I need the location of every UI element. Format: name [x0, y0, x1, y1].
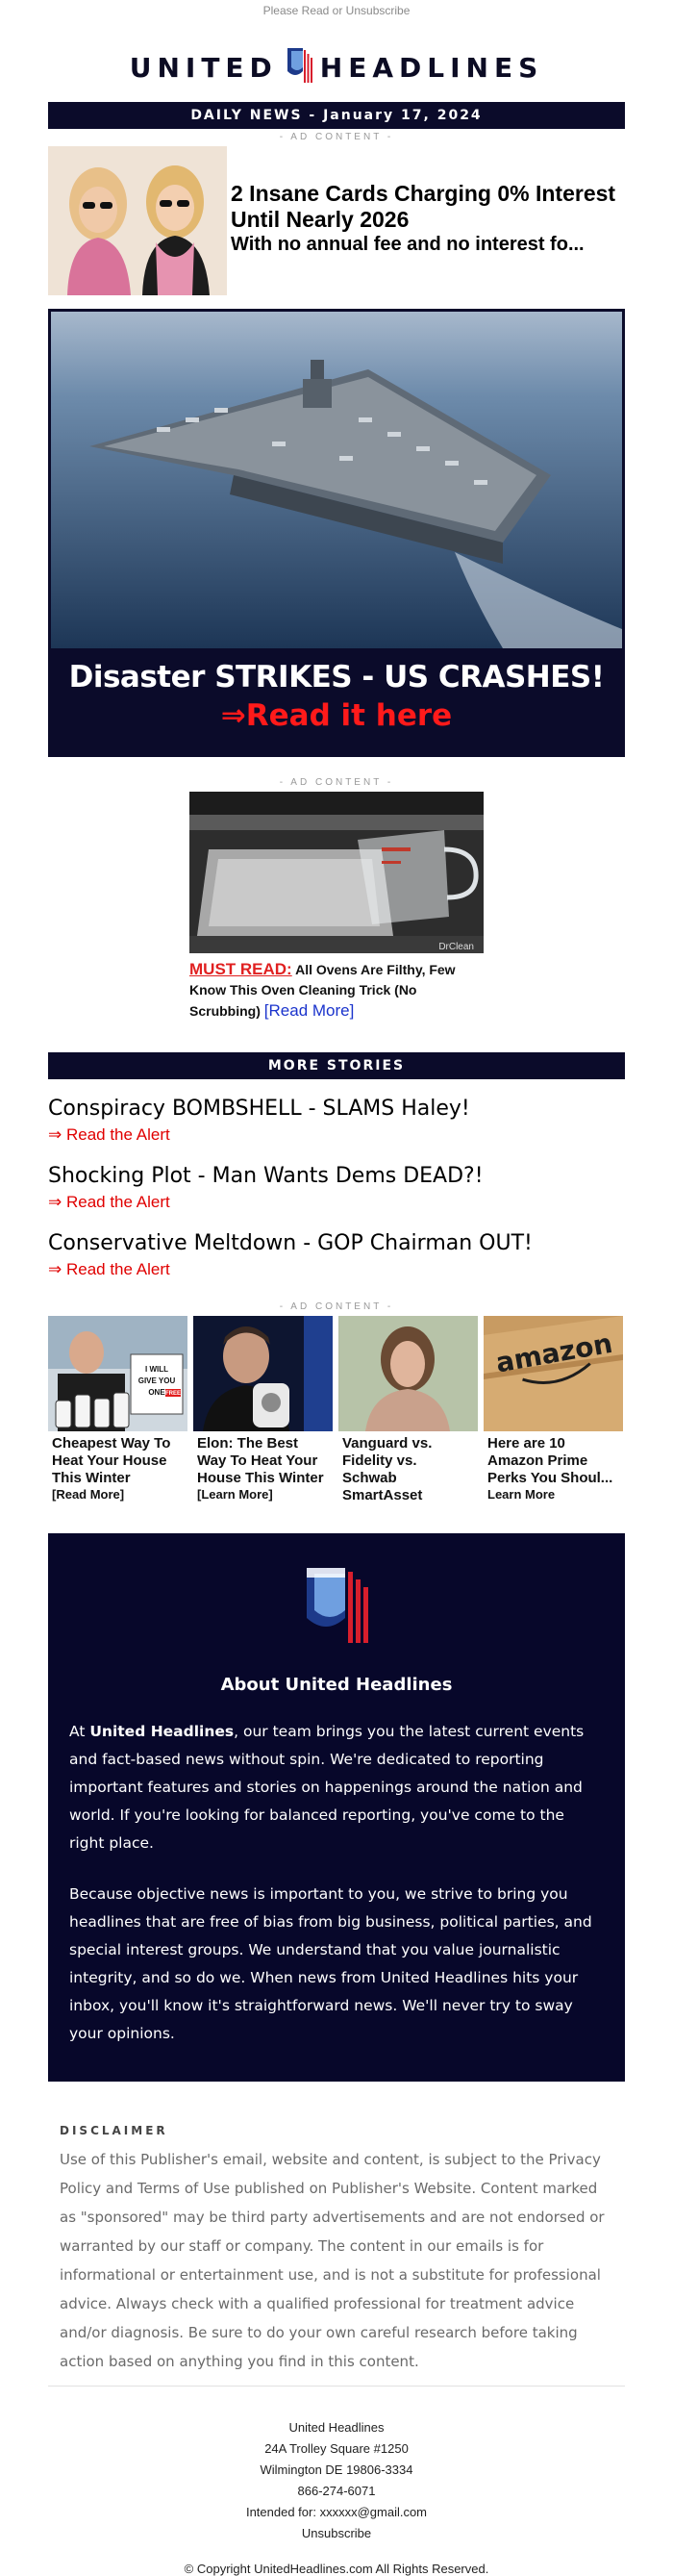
about-brand-bold: United Headlines — [89, 1723, 235, 1740]
disclaimer-heading: DISCLAIMER — [60, 2124, 168, 2137]
card-title[interactable]: Here are 10 Amazon Prime Perks You Shoul... — [487, 1435, 613, 1486]
about-title: About United Headlines — [220, 1675, 453, 1695]
more-stories-bar: MORE STORIES — [48, 1052, 625, 1079]
story-title[interactable]: Conservative Meltdown - GOP Chairman OUT! — [48, 1231, 533, 1255]
oven-read-more-link[interactable]: [Read More] — [263, 1001, 355, 1020]
story-link[interactable]: ⇒ Read the Alert — [48, 1193, 170, 1211]
about-logo — [48, 1564, 625, 1650]
sponsored-card[interactable] — [48, 1316, 187, 1504]
story-item[interactable] — [48, 1162, 625, 1214]
about-paragraph-2: Because objective news is important to you, we strive to bring you headlines that are free of bias from big business, political parties, and special interest groups. We understand that you value journalistic integrity, and so do we. When news from United Headlines hits your inbox, you'll know it's straightforward news. We'll never try to sway your opinions. — [69, 1885, 592, 2042]
footer — [48, 2417, 625, 2544]
sponsored-card[interactable] — [484, 1316, 623, 1504]
svg-text:FREE: FREE — [164, 1391, 182, 1397]
shield-logo-icon — [303, 1564, 370, 1645]
disclaimer — [48, 2124, 625, 2376]
hero-cta[interactable]: ⇒Read it here — [220, 698, 453, 733]
aircraft-carrier-image[interactable] — [51, 312, 622, 648]
ad-label: - AD CONTENT - — [279, 1301, 394, 1312]
brand-left: UNITED — [129, 51, 278, 84]
date-bar: DAILY NEWS - January 17, 2024 — [48, 102, 625, 129]
must-read-label[interactable]: MUST READ: — [189, 960, 292, 978]
svg-text:ONE: ONE — [148, 1388, 165, 1397]
card-title[interactable]: Cheapest Way To Heat Your House This Winter — [52, 1435, 171, 1486]
unsubscribe-link[interactable]: Unsubscribe — [301, 2526, 372, 2540]
preheader[interactable]: Please Read or Unsubscribe — [262, 4, 411, 17]
ad-oven[interactable] — [189, 792, 484, 1022]
hero-headline[interactable]: Disaster STRIKES - US CRASHES! — [68, 660, 605, 695]
ad-two-women-image[interactable] — [48, 146, 227, 295]
footer-name: United Headlines — [288, 2420, 385, 2435]
story-title[interactable]: Conspiracy BOMBSHELL - SLAMS Haley! — [48, 1097, 470, 1121]
card-title[interactable]: Elon: The Best Way To Heat Your House This Winter — [197, 1435, 324, 1486]
ad-subline[interactable]: With no annual fee and no interest fo... — [231, 234, 585, 255]
divider — [48, 2386, 625, 2387]
ad-label: - AD CONTENT - — [279, 777, 394, 788]
footer-intended: Intended for: xxxxxx@gmail.com — [245, 2505, 428, 2519]
sponsored-card[interactable] — [338, 1316, 478, 1504]
disclaimer-body: Use of this Publisher's email, website and content, is subject to the Privacy Policy and Terms of Use published on Publisher's Website. Content marked as "sponsored" may be third party advertisements and are not endorsed or warranted by our staff or company. The content in our emails is for informational or entertainment use, and is not a substitute for professional advice. Always check with a qualified professional for treatment advice and/or diagnosis. Be sure to do your own careful research before taking action based on anything you find in this content. — [60, 2151, 605, 2370]
brand-logo[interactable] — [0, 38, 673, 96]
woman-portrait-image[interactable] — [338, 1316, 478, 1431]
svg-text:GIVE YOU: GIVE YOU — [137, 1376, 176, 1385]
heater-sign-image[interactable] — [48, 1316, 187, 1431]
sponsored-card[interactable] — [193, 1316, 333, 1504]
ad-label: - AD CONTENT - — [279, 132, 394, 142]
oven-image[interactable] — [189, 792, 484, 953]
shield-logo-icon — [286, 46, 312, 89]
footer-address-1: 24A Trolley Square #1250 — [264, 2441, 409, 2456]
card-cta[interactable]: Learn More — [487, 1487, 556, 1502]
story-link[interactable]: ⇒ Read the Alert — [48, 1260, 170, 1278]
oven-text[interactable]: All Ovens Are Filthy, Few Know This Oven Cleaning Trick (No Scrubbing) — [189, 962, 456, 1019]
card-cta[interactable]: [Learn More] — [197, 1487, 273, 1502]
about-section — [48, 1533, 625, 2082]
ad-credit-cards[interactable] — [48, 146, 625, 295]
story-item[interactable] — [48, 1095, 625, 1147]
oven-caption[interactable] — [189, 959, 484, 1022]
about-paragraph-1: At United Headlines, our team brings you the latest current events and fact-based news without spin. We're dedicated to reporting important features and stories on happenings around the nation and world. If you're looking for balanced reporting, you've come to the right place. — [69, 1723, 585, 1852]
amazon-box-image[interactable] — [484, 1316, 623, 1431]
story-title[interactable]: Shocking Plot - Man Wants Dems DEAD?! — [48, 1164, 484, 1188]
sponsored-grid — [48, 1316, 625, 1504]
card-cta[interactable]: [Read More] — [52, 1487, 125, 1502]
card-title[interactable]: Vanguard vs. Fidelity vs. Schwab SmartAsset — [342, 1435, 433, 1503]
footer-address-2: Wilmington DE 19806-3334 — [260, 2462, 413, 2477]
amazon-logo-text: amazon — [493, 1326, 615, 1379]
hero-story[interactable] — [48, 309, 625, 757]
copyright: © Copyright UnitedHeadlines.com All Rights Reserved. — [184, 2562, 489, 2576]
ad-headline[interactable]: 2 Insane Cards Charging 0% Interest Until Nearly 2026 — [231, 181, 616, 232]
brand-right: HEADLINES — [319, 51, 544, 84]
svg-text:I WILL: I WILL — [145, 1365, 168, 1374]
story-link[interactable]: ⇒ Read the Alert — [48, 1125, 170, 1144]
story-item[interactable] — [48, 1229, 625, 1281]
elon-heater-image[interactable] — [193, 1316, 333, 1431]
footer-phone[interactable]: 866-274-6071 — [297, 2484, 376, 2498]
oven-watermark: DrClean — [438, 942, 474, 952]
